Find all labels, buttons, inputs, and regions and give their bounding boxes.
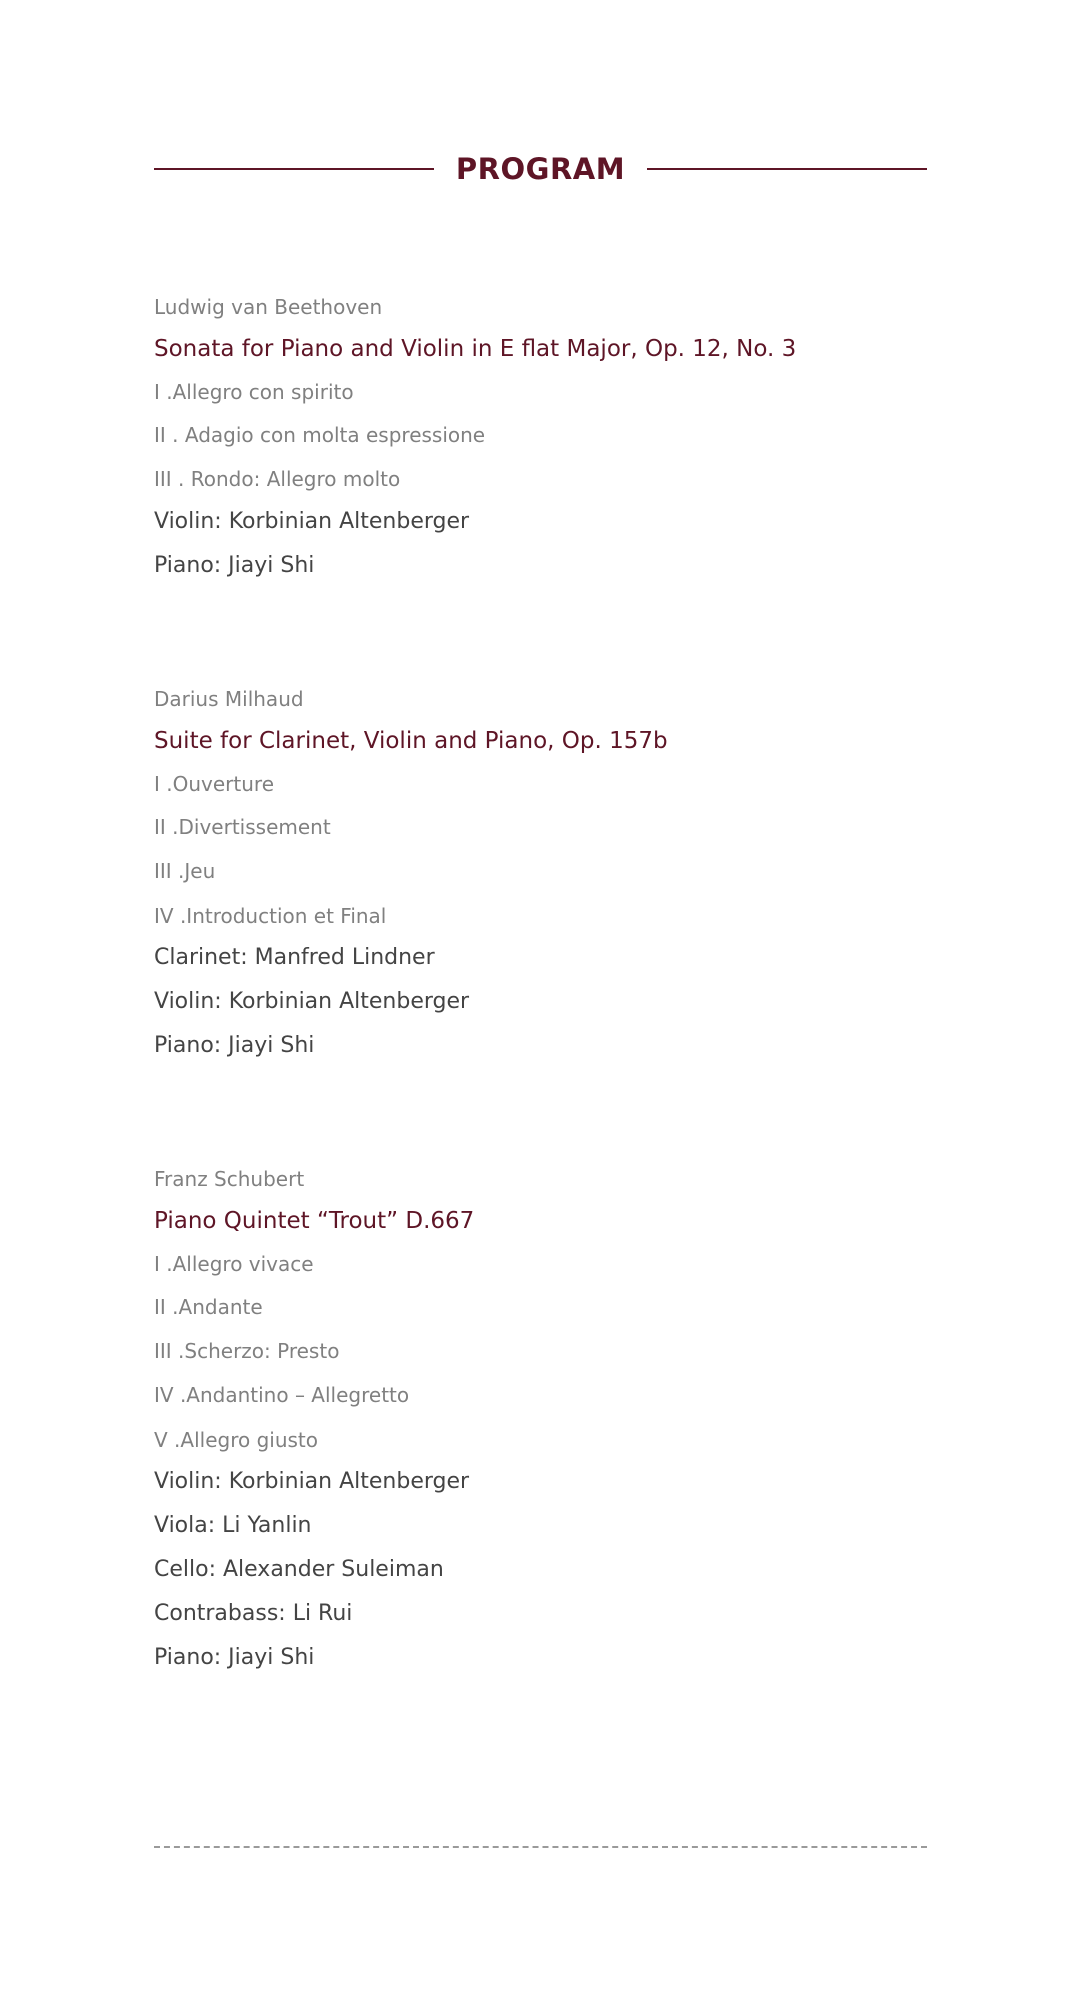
movement: II .Andante bbox=[154, 1295, 263, 1319]
performer: Violin: Korbinian Altenberger bbox=[154, 509, 470, 534]
movement: I .Allegro vivace bbox=[154, 1252, 314, 1276]
performer: Contrabass: Li Rui bbox=[154, 1601, 353, 1626]
movement: I .Ouverture bbox=[154, 772, 274, 796]
performer: Cello: Alexander Suleiman bbox=[154, 1557, 444, 1582]
program-header bbox=[154, 144, 927, 194]
composer-name: Darius Milhaud bbox=[154, 687, 304, 711]
page-title: PROGRAM bbox=[455, 152, 626, 186]
header-rule-left bbox=[154, 168, 434, 170]
performer: Violin: Korbinian Altenberger bbox=[154, 989, 470, 1014]
movement: III .Jeu bbox=[154, 859, 216, 883]
performer: Piano: Jiayi Shi bbox=[154, 1033, 315, 1058]
movement: IV .Introduction et Final bbox=[154, 904, 387, 928]
movement: II . Adagio con molta espressione bbox=[154, 423, 486, 447]
performer: Piano: Jiayi Shi bbox=[154, 553, 315, 578]
movement: I .Allegro con spirito bbox=[154, 380, 354, 404]
performer: Violin: Korbinian Altenberger bbox=[154, 1469, 470, 1494]
performer: Viola: Li Yanlin bbox=[154, 1513, 312, 1538]
composer-name: Ludwig van Beethoven bbox=[154, 295, 383, 319]
movement: III . Rondo: Allegro molto bbox=[154, 467, 401, 491]
composer-name: Franz Schubert bbox=[154, 1167, 305, 1191]
header-rule-right bbox=[647, 168, 927, 170]
movement: V .Allegro giusto bbox=[154, 1428, 318, 1452]
work-title: Sonata for Piano and Violin in E flat Major, Op. 12, No. 3 bbox=[154, 336, 797, 362]
work-title: Piano Quintet “Trout” D.667 bbox=[154, 1208, 475, 1234]
movement: II .Divertissement bbox=[154, 815, 331, 839]
footer-divider bbox=[154, 1846, 927, 1848]
movement: IV .Andantino – Allegretto bbox=[154, 1383, 410, 1407]
performer: Piano: Jiayi Shi bbox=[154, 1645, 315, 1670]
work-title: Suite for Clarinet, Violin and Piano, Op. 157b bbox=[154, 728, 668, 754]
performer: Clarinet: Manfred Lindner bbox=[154, 945, 435, 970]
movement: III .Scherzo: Presto bbox=[154, 1339, 340, 1363]
